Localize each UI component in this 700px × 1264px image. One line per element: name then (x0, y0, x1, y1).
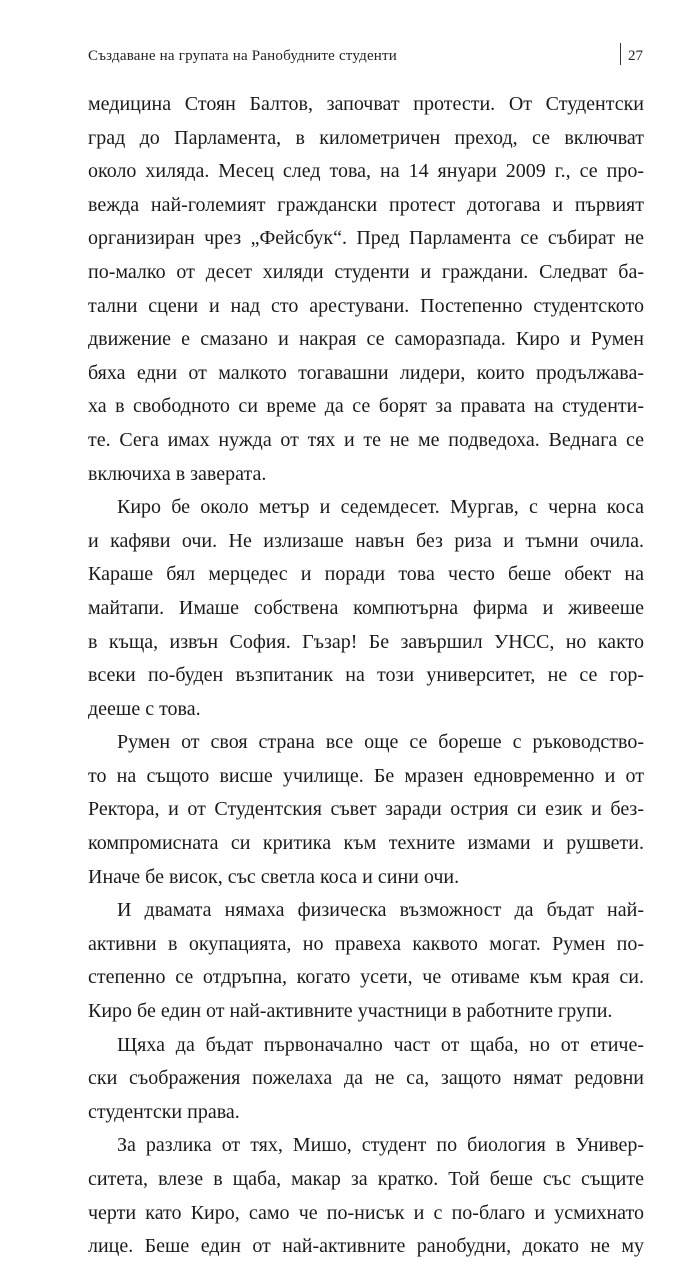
text-line: компромисната си критика към техните измами и рушвети. (88, 832, 644, 855)
text-line: в къща, извън София. Гъзар! Бе завършил УНСС, но както (88, 630, 644, 653)
text-line: вежда най-големият граждански протест дотогава и първият (88, 193, 644, 216)
page-number: 27 (628, 48, 643, 64)
text-line: движение е смазано и накрая се саморазпада. Киро и Румен (88, 328, 644, 351)
text-line: Караше бял мерцедес и поради това често беше обект на (88, 563, 644, 586)
text-line: то на същото висше училище. Бе мразен едновременно и от (88, 764, 644, 787)
text-line: включиха в заверата. (88, 462, 267, 485)
text-line: всеки по-буден възпитаник на този университет, не се гор- (88, 664, 644, 687)
text-line: Киро бе един от най-активните участници в работните групи. (88, 1000, 613, 1023)
text-line: ситета, влезе в щаба, макар за кратко. Той беше със същите (88, 1168, 644, 1190)
text-line: град до Парламента, в километричен преход, се включват (88, 126, 644, 149)
text-line: Ректора, и от Студентския съвет заради острия си език и без- (88, 798, 644, 821)
text-line: и кафяви очи. Не излизаше навън без риза и тъмни очила. (88, 529, 644, 552)
running-title: Създаване на групата на Ранобудните студенти (88, 48, 398, 64)
text-line: активни в окупацията, но правеха каквото могат. Румен по- (88, 932, 644, 955)
header-divider (620, 43, 621, 65)
paragraph-start-line: Щяха да бъдат първоначално част от щаба, но от етиче- (117, 1033, 644, 1056)
text-line: степенно се отдръпна, когато усети, че отиваме към края си. (88, 966, 644, 989)
paragraph-start-line: За разлика от тях, Мишо, студент по биология в Универ- (117, 1134, 644, 1157)
text-line: тални сцени и над сто арестувани. Постепенно студентското (88, 294, 644, 317)
text-line: бяха едни от малкото тогавашни лидери, които продължава- (88, 361, 644, 384)
paragraph-start-line: Киро бе около метър и седемдесет. Мургав, с черна коса (117, 496, 644, 519)
running-head (88, 40, 643, 68)
text-line: майтапи. Имаше собствена компютърна фирма и живееше (88, 596, 644, 619)
text-line: Иначе бе висок, със светла коса и сини очи. (88, 865, 460, 888)
text-line: организиран чрез „Фейсбук“. Пред Парламента се събират не (88, 227, 644, 250)
text-line: дееше с това. (88, 697, 201, 720)
paragraph-start-line: И двамата нямаха физическа възможност да бъдат най- (117, 899, 644, 922)
text-line: те. Сега имах нужда от тях и те не ме подведоха. Веднага се (88, 428, 644, 451)
text-line: лице. Беше един от най-активните ранобудни, докато не му (88, 1235, 644, 1258)
paragraph-start-line: Румен от своя страна все още се бореше с ръководство- (117, 731, 644, 754)
text-line: студентски права. (88, 1100, 240, 1123)
text-line: около хиляда. Месец след това, на 14 януари 2009 г., се про- (88, 160, 644, 183)
text-line: медицина Стоян Балтов, започват протести. От Студентски (88, 93, 644, 115)
text-line: ски съображения пожелаха да не са, защото нямат редовни (88, 1067, 644, 1090)
text-line: по-малко от десет хиляди студенти и граждани. Следват ба- (88, 260, 644, 283)
text-line: ха в свободното си време да се борят за правата на студенти- (88, 395, 644, 418)
text-line: черти като Киро, само че по-нисък и с по-благо и усмихнато (88, 1201, 644, 1224)
body-text (88, 88, 644, 1264)
